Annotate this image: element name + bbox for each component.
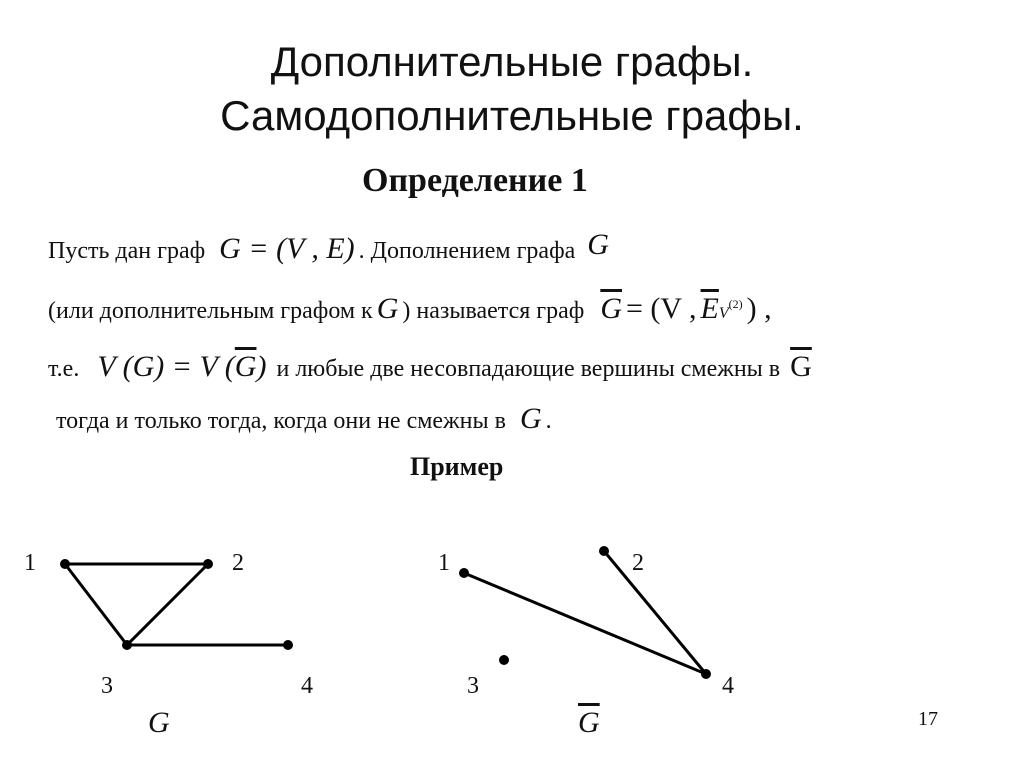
graph-complement-vertex-1 bbox=[459, 568, 469, 578]
def-line3-formula: V (G) = V ( bbox=[97, 350, 235, 383]
graph-g-edge-1-3 bbox=[65, 564, 127, 645]
graph-complement-label-4: 4 bbox=[722, 673, 734, 699]
def-line2-gbar: $\overline{G}$ bbox=[600, 292, 622, 325]
graph-g-label-4: 4 bbox=[301, 673, 313, 699]
slide-title-line1: Дополнительные графы. bbox=[270, 38, 754, 85]
graph-complement bbox=[459, 546, 711, 679]
def-line3-text-b: и любые две несовпадающие вершины смежны в bbox=[276, 356, 781, 382]
def-line3-text-a: т.е. bbox=[48, 356, 80, 382]
def-line1-g: G bbox=[587, 228, 609, 261]
graph-complement-vertex-3 bbox=[499, 655, 509, 665]
graph-complement-label-2: 2 bbox=[632, 550, 644, 576]
graph-g bbox=[60, 559, 293, 650]
graph-complement-vertex-4 bbox=[701, 669, 711, 679]
graph-complement-name: $\overline{G}$ bbox=[578, 706, 600, 739]
def-line4-g: G bbox=[519, 402, 542, 435]
graph-g-label-3: 3 bbox=[101, 673, 113, 699]
def-line2-text-a: (или дополнительным графом к bbox=[48, 298, 373, 324]
def-line2-eq: = (V , bbox=[626, 292, 697, 325]
graph-g-edge-2-3 bbox=[127, 564, 208, 645]
graph-g-vertex-3 bbox=[122, 640, 132, 650]
def-line1-text-a: Пусть дан граф bbox=[48, 238, 206, 264]
def-line4-text-b: . bbox=[545, 408, 552, 434]
graph-g-name: G bbox=[148, 706, 170, 739]
def-line2-close: ) , bbox=[746, 292, 772, 325]
graph-complement-edge-2-4 bbox=[604, 551, 706, 674]
graph-complement-label-3: 3 bbox=[467, 673, 479, 699]
def-line1-text-b: . Дополнением графа bbox=[358, 238, 576, 264]
example-heading: Пример bbox=[410, 452, 504, 481]
graph-g-vertex-2 bbox=[203, 559, 213, 569]
definition-heading: Определение 1 bbox=[362, 162, 588, 199]
def-line2-sub: V bbox=[718, 305, 729, 322]
slide-title-line2: Самодополнительные графы. bbox=[220, 92, 804, 139]
def-line2-g: G bbox=[376, 292, 399, 325]
def-line3-gbar: $\overline{G}$ bbox=[234, 350, 257, 383]
graph-complement-label-1: 1 bbox=[438, 550, 450, 576]
def-line4-text-a: тогда и только тогда, когда они не смежны в bbox=[56, 408, 506, 434]
def-line2-text-b: ) называется граф bbox=[402, 298, 585, 324]
def-line1-formula: G = (V , E) bbox=[219, 232, 355, 265]
graph-g-vertex-1 bbox=[60, 559, 70, 569]
graph-complement-vertex-2 bbox=[599, 546, 609, 556]
def-line3-close: ) bbox=[256, 350, 267, 383]
page-number: 17 bbox=[918, 708, 938, 730]
graph-g-vertex-4 bbox=[283, 640, 293, 650]
graph-g-label-1: 1 bbox=[24, 550, 36, 576]
graph-g-label-2: 2 bbox=[232, 550, 244, 576]
def-line3-gbar-end: $\overline{G}$ bbox=[790, 350, 812, 383]
def-line2-e: $\overline{E}$ bbox=[700, 292, 719, 325]
def-line2-sup: (2) bbox=[728, 297, 743, 311]
